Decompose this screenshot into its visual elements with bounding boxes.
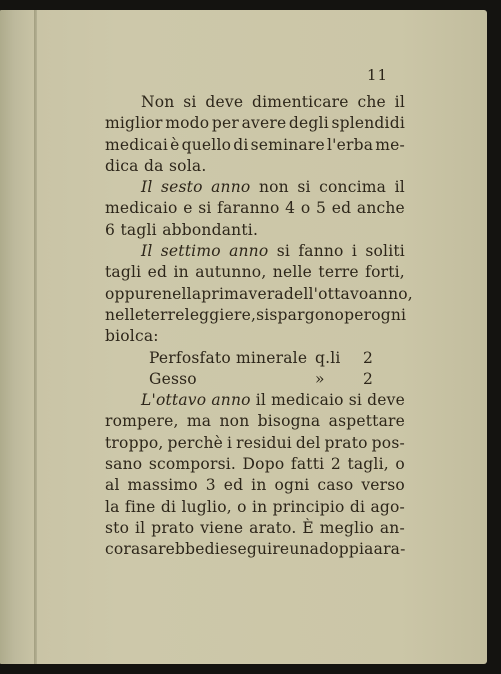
text-line — [105, 284, 413, 305]
word: nelle — [105, 305, 145, 324]
word: terre — [318, 263, 359, 282]
word: pos- — [371, 433, 405, 452]
word: concima — [319, 178, 387, 197]
word: sesto — [160, 178, 203, 197]
word: meglio — [319, 518, 374, 537]
text-line — [105, 475, 405, 496]
word: ed — [147, 263, 168, 282]
word: si — [276, 242, 291, 261]
word: miglior — [105, 114, 163, 133]
word: 2 — [330, 455, 341, 474]
word: principio — [272, 497, 345, 516]
quantity-unit: q.li — [315, 348, 341, 367]
word: è — [170, 135, 180, 154]
word: scomporsi. — [148, 455, 237, 474]
word: anno — [211, 178, 251, 197]
word: anno — [229, 242, 269, 261]
word: la — [105, 497, 120, 516]
word: bisogna — [257, 412, 321, 431]
word: non — [219, 412, 250, 431]
word: fanno — [298, 242, 344, 261]
word: deve — [205, 93, 244, 111]
word: in — [173, 263, 189, 282]
word: si — [348, 391, 363, 410]
text-line — [105, 177, 405, 198]
word: o — [395, 455, 405, 474]
paragraph — [105, 92, 405, 177]
text-line — [105, 135, 405, 156]
text-line — [105, 262, 405, 283]
text-line — [105, 92, 405, 113]
word: ago- — [370, 497, 405, 516]
word: quello — [181, 135, 232, 154]
word: biolca: — [105, 327, 159, 346]
word: nelle — [272, 263, 313, 282]
word: il — [255, 391, 267, 410]
word: in — [252, 497, 268, 516]
body-text — [105, 92, 413, 561]
word: seminare — [250, 135, 325, 154]
word: autunno, — [195, 263, 267, 282]
word: o — [300, 199, 311, 218]
word: 6 — [105, 220, 116, 239]
word: Dopo — [242, 455, 285, 474]
word: leggiere, — [184, 305, 257, 324]
word: an- — [379, 518, 405, 537]
word: medicaio — [105, 199, 178, 218]
word: doppia — [319, 540, 374, 559]
word: anno, — [368, 284, 413, 303]
word: si — [256, 305, 270, 324]
word: verso — [361, 476, 405, 495]
word: ed — [331, 199, 352, 218]
text-line — [105, 454, 405, 475]
word: del — [295, 433, 321, 452]
word: dell'ottavo — [283, 284, 369, 303]
word: arato. — [249, 518, 297, 537]
word: residui — [236, 433, 292, 452]
word: si — [198, 199, 212, 218]
table-row — [105, 348, 405, 369]
word: di — [204, 540, 220, 559]
word: forti, — [365, 263, 405, 282]
word: di — [160, 497, 177, 516]
word: sola. — [169, 156, 207, 175]
paragraph — [105, 390, 405, 560]
fertilizer-name: Perfosfato minerale — [149, 348, 308, 367]
word: anno — [211, 391, 251, 410]
word: deve — [367, 391, 405, 410]
word: degli — [288, 114, 329, 133]
word: massimo — [127, 476, 198, 495]
word: rompere, — [105, 412, 179, 431]
text-line — [105, 518, 405, 539]
word: Non — [141, 93, 175, 111]
word: al — [105, 476, 120, 495]
text-line — [105, 305, 405, 326]
word: ara- — [373, 540, 406, 559]
word: settimo — [160, 242, 221, 261]
page-number: 11 — [367, 66, 389, 84]
text-line — [105, 497, 405, 518]
word: faranno — [217, 199, 280, 218]
word: 5 — [316, 199, 327, 218]
fertilizer-table — [105, 348, 405, 391]
word: il — [135, 518, 146, 537]
word: luglio, — [181, 497, 232, 516]
word: tagli — [120, 220, 157, 239]
word: i — [227, 433, 233, 452]
table-row — [105, 369, 405, 390]
text-line — [105, 539, 405, 560]
word: L'ottavo — [141, 391, 207, 410]
word: splendidi — [331, 114, 405, 133]
word: eseguire — [219, 540, 290, 559]
word: o — [237, 497, 247, 516]
paragraph — [105, 177, 405, 241]
quantity-value: 2 — [363, 348, 374, 367]
word: primavera — [201, 284, 284, 303]
word: sto — [105, 518, 130, 537]
word: prato — [151, 518, 195, 537]
word: e — [183, 199, 193, 218]
word: spargono — [269, 305, 345, 324]
word: per — [211, 114, 239, 133]
word: nella — [161, 284, 202, 303]
word: aspettare — [328, 412, 405, 431]
word: che — [357, 93, 386, 111]
word: medicai — [105, 135, 169, 154]
word: per — [344, 305, 372, 324]
text-line — [105, 411, 405, 432]
word: di — [233, 135, 249, 154]
word: perchè — [167, 433, 224, 452]
word: si — [183, 93, 197, 111]
text-line — [105, 390, 405, 411]
word: me- — [375, 135, 405, 154]
word: il — [394, 178, 405, 197]
word: una — [289, 540, 320, 559]
word: il — [394, 93, 405, 111]
word: di — [349, 497, 366, 516]
word: i — [351, 242, 358, 261]
word: cora — [105, 540, 141, 559]
word: anche — [356, 199, 405, 218]
text-line — [105, 241, 405, 262]
word: non — [258, 178, 289, 197]
word: l'erba — [326, 135, 374, 154]
word: dimenticare — [252, 93, 349, 111]
word: prato — [324, 433, 368, 452]
word: ogni — [274, 476, 310, 495]
word: da — [144, 156, 164, 175]
paragraph — [105, 241, 413, 347]
word: in — [251, 476, 267, 495]
word: ogni — [371, 305, 407, 324]
quantity-unit: » — [315, 369, 325, 388]
word: caso — [317, 476, 354, 495]
word: ma — [186, 412, 212, 431]
word: soliti — [365, 242, 405, 261]
fertilizer-name: Gesso — [149, 369, 197, 388]
word: si — [297, 178, 311, 197]
text-line — [105, 113, 405, 134]
word: avere — [241, 114, 287, 133]
word: terre — [144, 305, 185, 324]
text-line — [105, 326, 405, 347]
word: È — [302, 518, 314, 537]
word: fatti — [290, 455, 325, 474]
text-line — [105, 220, 405, 241]
word: 3 — [205, 476, 216, 495]
word: fine — [124, 497, 156, 516]
text-line — [105, 433, 405, 454]
word: oppure — [105, 284, 162, 303]
word: dica — [105, 156, 139, 175]
word: troppo, — [105, 433, 164, 452]
word: viene — [200, 518, 244, 537]
word: Il — [141, 178, 153, 197]
word: medicaio — [271, 391, 344, 410]
word: modo — [165, 114, 210, 133]
word: abbondanti. — [162, 220, 259, 239]
word: tagli — [105, 263, 142, 282]
word: sano — [105, 455, 143, 474]
page-gutter — [34, 10, 37, 664]
word: ed — [223, 476, 244, 495]
word: sarebbe — [140, 540, 205, 559]
word: Il — [141, 242, 153, 261]
text-line — [105, 156, 405, 177]
word: 4 — [285, 199, 296, 218]
text-line — [105, 198, 405, 219]
word: tagli, — [347, 455, 389, 474]
quantity-value: 2 — [363, 369, 374, 388]
